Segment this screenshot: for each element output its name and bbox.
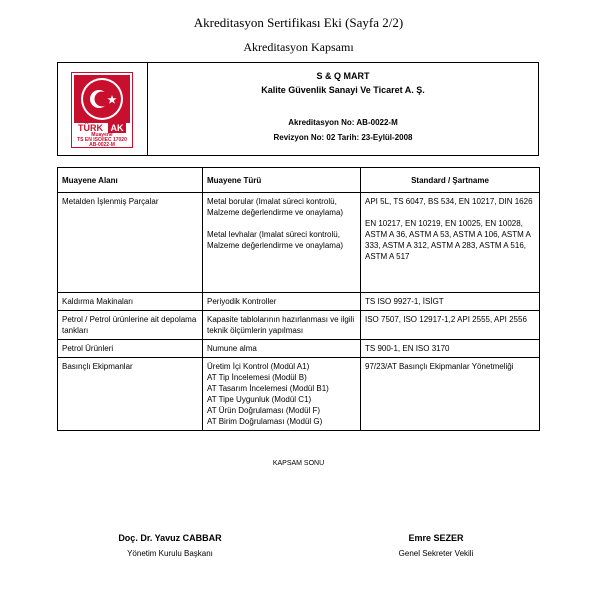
type-text: Metal levhalar (Imalat süreci kontrolü, Malzeme değerlendirme ve onaylama) xyxy=(207,230,344,250)
scope-table xyxy=(57,167,540,431)
signatory-title: Yönetim Kurulu Başkanı xyxy=(127,549,213,558)
area-cell: Metalden İşlenmiş Parçalar xyxy=(58,193,203,293)
type-line: AT Ürün Doğrulaması (Modül F) xyxy=(207,406,321,415)
document-title: Akreditasyon Sertifikası Eki (Sayfa 2/2) xyxy=(193,15,404,30)
column-header: Standard / Şartname xyxy=(361,168,540,193)
type-cell: Periyodik Kontroller xyxy=(203,293,361,311)
accreditation-number: Akreditasyon No: AB-0022-M xyxy=(288,118,398,127)
type-line: Üretim İçi Kontrol (Modül A1) xyxy=(207,362,310,371)
standard-cell: ISO 7507, ISO 12917-1,2 API 2555, API 2556 xyxy=(361,311,540,340)
type-line: AT Birim Doğrulaması (Modül G) xyxy=(207,417,323,426)
column-header: Muayene Alanı xyxy=(58,168,203,193)
type-line: AT Tip İncelemesi (Modül B) xyxy=(207,373,307,382)
logo-red-field xyxy=(74,75,130,123)
type-cell xyxy=(203,358,361,431)
type-cell: Numune alma xyxy=(203,340,361,358)
revision-info: Revizyon No: 02 Tarih: 23-Eylül-2008 xyxy=(273,133,413,142)
standard-cell xyxy=(361,193,540,293)
document-subtitle: Akreditasyon Kapsamı xyxy=(243,40,354,54)
logo-brand-right: AK xyxy=(108,123,126,133)
area-cell: Petrol / Petrol ürünlerine ait depolama tankları xyxy=(58,311,203,340)
area-cell: Kaldırma Makinaları xyxy=(58,293,203,311)
logo-cell xyxy=(58,63,148,155)
column-header: Muayene Türü xyxy=(203,168,361,193)
company-full-name: Kalite Güvenlik Sanayi Ve Ticaret A. Ş. xyxy=(261,85,425,95)
company-info-cell xyxy=(148,63,538,155)
table-header-row xyxy=(58,168,540,193)
company-name: S & Q MART xyxy=(316,71,370,81)
area-cell: Basınçlı Ekipmanlar xyxy=(58,358,203,431)
signatory-name: Doç. Dr. Yavuz CABBAR xyxy=(118,533,222,543)
header-box xyxy=(57,62,539,156)
logo-brand-left: TÜRK xyxy=(78,123,103,133)
type-line: AT Tipe Uygunluk (Modül C1) xyxy=(207,395,312,404)
type-text: Metal borular (Imalat süreci kontrolü, Malzeme değerlendirme ve onaylama) xyxy=(207,197,344,217)
signatory-title: Genel Sekreter Vekili xyxy=(398,549,474,558)
standard-cell: 97/23/AT Basınçlı Ekipmanlar Yönetmeliği xyxy=(361,358,540,431)
type-cell: Kapasite tablolarının hazırlanması ve ilgili teknik ölçümlerin yapılması xyxy=(203,311,361,340)
table-row xyxy=(58,340,540,358)
signatory-name: Emre SEZER xyxy=(408,533,464,543)
table-row xyxy=(58,358,540,431)
table-row xyxy=(58,193,540,293)
turkak-logo xyxy=(71,72,133,148)
table-row xyxy=(58,311,540,340)
standard-text: API 5L, TS 6047, BS 534, EN 10217, DIN 1626 xyxy=(365,197,533,206)
signature-left xyxy=(80,533,260,558)
standard-cell: TS 900-1, EN ISO 3170 xyxy=(361,340,540,358)
type-line: AT Tasarım İncelemesi (Modül B1) xyxy=(207,384,329,393)
logo-line1: Muayene xyxy=(91,132,113,138)
scope-end-label: KAPSAM SONU xyxy=(272,460,325,467)
area-cell: Petrol Ürünleri xyxy=(58,340,203,358)
crescent-star-icon xyxy=(74,75,130,123)
logo-line3: AB-0022-M xyxy=(89,142,115,148)
type-cell xyxy=(203,193,361,293)
table-row xyxy=(58,293,540,311)
standard-cell: TS ISO 9927-1, İSİGT xyxy=(361,293,540,311)
signature-right xyxy=(356,533,516,558)
logo-line2: TS EN ISO/IEC 17020 xyxy=(77,137,127,143)
standard-text: EN 10217, EN 10219, EN 10025, EN 10028, ASTM A 36, ASTM A 53, ASTM A 106, ASTM A 333, ASTM A 312, ASTM A 283, ASTM A 516, ASTM A 517 xyxy=(365,219,531,261)
